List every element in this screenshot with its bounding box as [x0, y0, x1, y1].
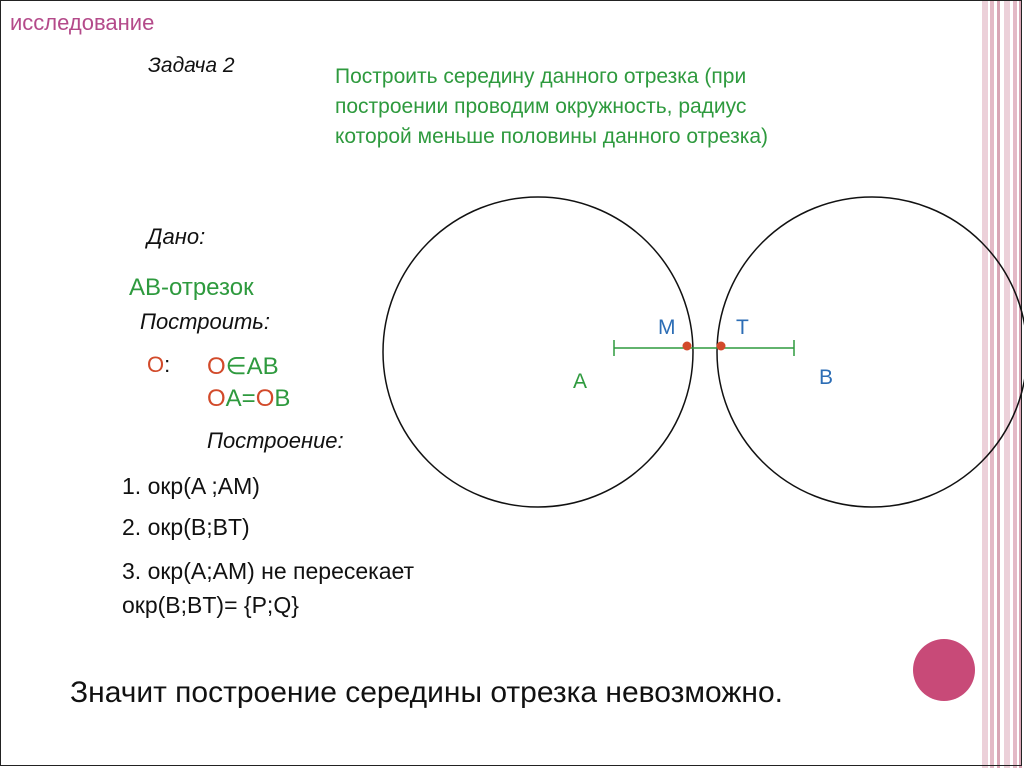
point-m — [683, 342, 692, 351]
label-a: A — [573, 370, 588, 393]
construction-step-2: 2. окр(B;BT) — [122, 514, 250, 540]
task-statement — [335, 62, 768, 152]
label-m: M — [658, 316, 676, 339]
cond2-point-symbol-1: O — [207, 385, 226, 412]
construct-label: Построить: — [140, 309, 270, 334]
decorative-pink-circle — [913, 639, 975, 701]
conclusion-text: Значит построение середины отрезка невозможно. — [70, 676, 783, 709]
cond2-part-a: A= — [225, 385, 256, 412]
construct-condition-2 — [207, 385, 290, 413]
task-number: Задача 2 — [148, 54, 235, 77]
construct-condition-1 — [207, 352, 279, 381]
section-header: исследование — [10, 10, 155, 35]
circle-b — [717, 197, 1024, 507]
given-value: AB-отрезок — [129, 274, 254, 301]
point-t — [717, 342, 726, 351]
target-point-symbol: O — [147, 352, 165, 377]
task-statement-line: которой меньше половины данного отрезка) — [335, 125, 769, 148]
construction-step-3: 3. окр(A;AM) не пересекает — [122, 558, 415, 584]
given-label: Дано: — [147, 224, 206, 249]
label-t: T — [736, 316, 749, 339]
circle-a — [383, 197, 693, 507]
cond1-point-symbol: O — [207, 353, 226, 380]
construction-label: Построение: — [207, 428, 344, 453]
task-statement-line: Построить середину данного отрезка (при — [335, 65, 747, 88]
cond2-point-symbol-2: O — [255, 385, 275, 412]
cond1-rest: ∈AB — [225, 353, 279, 380]
task-statement-line: построении проводим окружность, радиус — [335, 95, 747, 118]
construct-target — [147, 352, 170, 378]
target-colon: : — [164, 352, 171, 377]
construction-step-1: 1. окр(A ;AM) — [122, 473, 260, 499]
construction-step-3-cont: окр(B;BT)= {P;Q} — [122, 592, 299, 618]
label-b: B — [819, 366, 834, 389]
cond2-part-b: B — [274, 385, 291, 412]
